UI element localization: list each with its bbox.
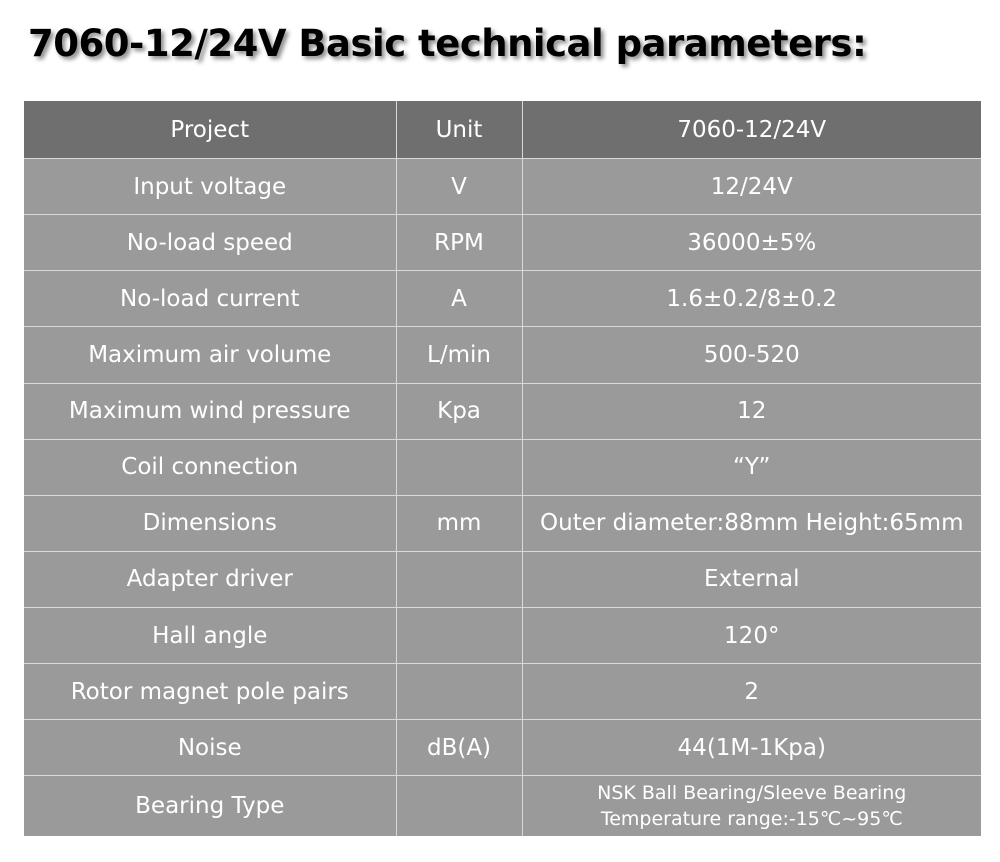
cell-unit bbox=[396, 664, 522, 720]
cell-unit: A bbox=[396, 271, 522, 327]
cell-project: Adapter driver bbox=[24, 551, 396, 607]
cell-unit: Kpa bbox=[396, 383, 522, 439]
table-row bbox=[24, 776, 981, 836]
table-row bbox=[24, 327, 981, 383]
cell-unit bbox=[396, 439, 522, 495]
cell-unit: dB(A) bbox=[396, 720, 522, 776]
cell-value bbox=[522, 776, 981, 836]
table-row bbox=[24, 159, 981, 215]
header-project: Project bbox=[24, 101, 396, 159]
cell-project: Hall angle bbox=[24, 607, 396, 663]
table-row bbox=[24, 215, 981, 271]
cell-project: Bearing Type bbox=[24, 776, 396, 836]
cell-unit: V bbox=[396, 159, 522, 215]
cell-project: Noise bbox=[24, 720, 396, 776]
bearing-type-text: NSK Ball Bearing/Sleeve Bearing bbox=[597, 782, 907, 805]
cell-project: No-load speed bbox=[24, 215, 396, 271]
page-title: 7060-12/24V Basic technical parameters: bbox=[28, 22, 867, 65]
cell-value: 12 bbox=[522, 383, 981, 439]
cell-project: Input voltage bbox=[24, 159, 396, 215]
temperature-range-text: Temperature range:-15℃~95℃ bbox=[600, 808, 903, 831]
cell-project: Rotor magnet pole pairs bbox=[24, 664, 396, 720]
table-row bbox=[24, 271, 981, 327]
cell-value: 500-520 bbox=[522, 327, 981, 383]
cell-unit: mm bbox=[396, 495, 522, 551]
header-model: 7060-12/24V bbox=[522, 101, 981, 159]
spec-table bbox=[24, 101, 981, 836]
table-row bbox=[24, 664, 981, 720]
table-row bbox=[24, 551, 981, 607]
cell-project: No-load current bbox=[24, 271, 396, 327]
table-row bbox=[24, 495, 981, 551]
cell-value: 1.6±0.2/8±0.2 bbox=[522, 271, 981, 327]
cell-project: Coil connection bbox=[24, 439, 396, 495]
cell-unit bbox=[396, 551, 522, 607]
cell-project: Maximum air volume bbox=[24, 327, 396, 383]
cell-value: External bbox=[522, 551, 981, 607]
table-row bbox=[24, 720, 981, 776]
cell-unit bbox=[396, 776, 522, 836]
cell-value: Outer diameter:88mm Height:65mm bbox=[522, 495, 981, 551]
cell-value: 12/24V bbox=[522, 159, 981, 215]
header-unit: Unit bbox=[396, 101, 522, 159]
cell-value: 2 bbox=[522, 664, 981, 720]
cell-unit: RPM bbox=[396, 215, 522, 271]
cell-unit: L/min bbox=[396, 327, 522, 383]
cell-value: “Y” bbox=[522, 439, 981, 495]
cell-value: 44(1M-1Kpa) bbox=[522, 720, 981, 776]
cell-value: 36000±5% bbox=[522, 215, 981, 271]
table-row bbox=[24, 607, 981, 663]
cell-value: 120° bbox=[522, 607, 981, 663]
cell-project: Dimensions bbox=[24, 495, 396, 551]
table-header-row bbox=[24, 101, 981, 159]
cell-project: Maximum wind pressure bbox=[24, 383, 396, 439]
table-row bbox=[24, 383, 981, 439]
cell-unit bbox=[396, 607, 522, 663]
table-row bbox=[24, 439, 981, 495]
